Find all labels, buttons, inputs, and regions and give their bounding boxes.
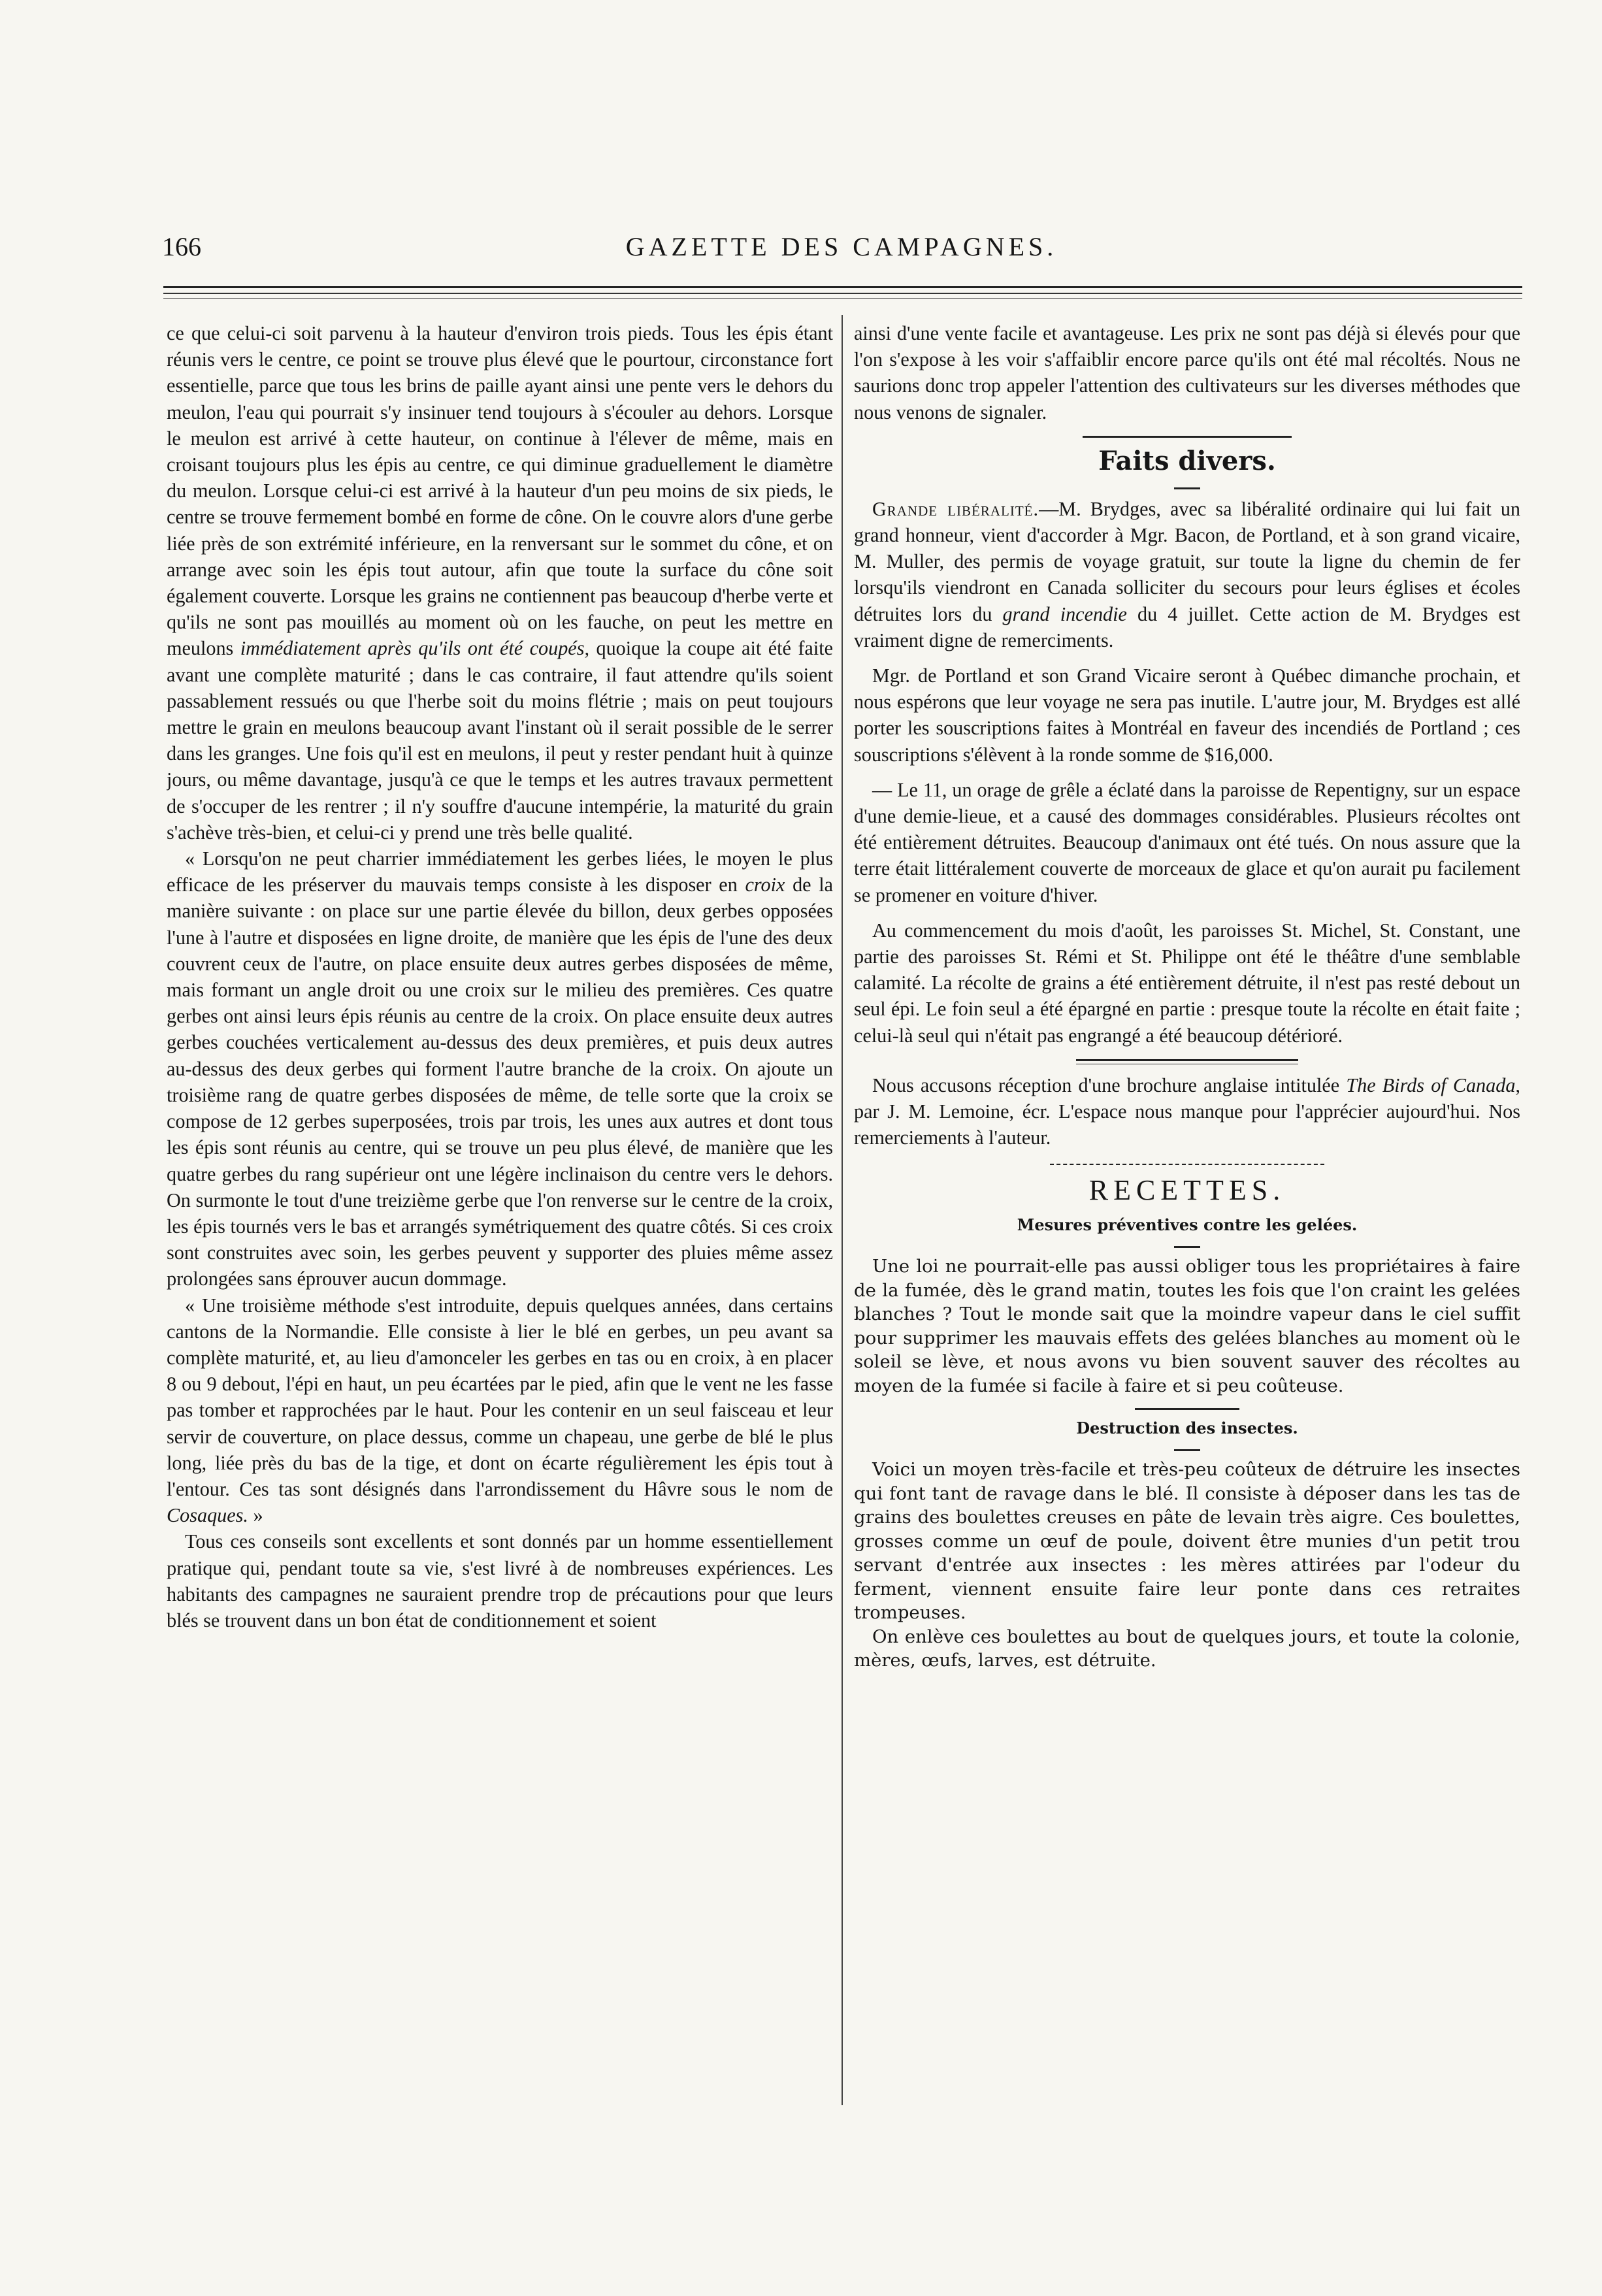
article-paragraph: Tous ces conseils sont excellents et sont donnés par un homme essentiellement pratique qui, pendant toute sa vie, s'est livré à de nombreuses expériences. Les habitants des campagnes ne sauraient prendre trop de précautions pour que leurs blés se trouvent dans un bon état de conditionnement et soient <box>167 1530 833 1632</box>
column-divider <box>842 315 843 2105</box>
recipe-text: On enlève ces boulettes au bout de quelques jours, et toute la colonie, mères, œufs, larves, est détruite. <box>854 1626 1520 1671</box>
article-paragraph: ainsi d'une vente facile et avantageuse. Les prix ne sont pas déjà si élevés pour que l'on s'expose à les voir s'affaiblir encore parce qu'ils ont été mal récoltés. Nous ne saurions donc trop appeler l'attention des cultivateurs sur les diverses méthodes que nous venons de signaler. <box>854 322 1520 423</box>
news-item: — Le 11, un orage de grêle a éclaté dans la paroisse de Repentigny, sur un espace d'une demie-lieue, et a causé des dommages considérables. Plusieurs récoltes ont été entièrement détruites. Beaucoup d'animaux ont été tués. On nous assure que la terre était littéralement couverte de morceaux de glace et qu'on aurait pu facilement se promener en voiture d'hiver. <box>854 778 1520 906</box>
right-column <box>854 320 1520 2097</box>
news-item: Mgr. de Portland et son Grand Vicaire seront à Québec dimanche prochain, et nous espérons que leur voyage ne sera pas inutile. L'autre jour, M. Brydges est allé porter les souscriptions faites à Montréal en faveur des incendiés de Portland ; ces souscriptions s'élèvent à la ronde somme de $16,000. <box>854 664 1520 766</box>
section-title-faits-divers: Faits divers. <box>1098 445 1276 476</box>
recipe-title: Mesures préventives contre les gelées. <box>1017 1215 1358 1235</box>
header-rule <box>163 298 1522 299</box>
header-rule <box>163 293 1522 294</box>
section-rule <box>1174 1449 1200 1451</box>
page-number: 166 <box>162 232 201 261</box>
ornament-rule <box>1050 1164 1324 1165</box>
news-item: Au commencement du mois d'août, les paroisses St. Michel, St. Constant, une partie des paroisses St. Rémi et St. Philippe ont été le théâtre d'une semblable calamité. La récolte de grains a été entièrement détruite, il n'est pas resté debout un seul épi. Le foin seul a été épargné en partie : presque toute la récolte en était faite ; celui-là seul qui n'était pas engrangé a été beaucoup détérioré. <box>854 919 1520 1047</box>
section-rule <box>1174 1246 1200 1248</box>
recipe-text: Voici un moyen très-facile et très-peu coûteux de détruire les insectes qui font tant de ravage dans le blé. Il consiste à déposer dans les tas de grains des boulettes creuses en pâte de levain très aigre. Ces boulettes, grosses comme un œuf de poule, doivent être munies d'un petit trou servant d'entrée aux insectes : les mères attirées par l'odeur du ferment, viennent ensuite faire leur ponte dans ces retraites trompeuses. <box>854 1459 1520 1624</box>
news-item: Nous accusons réception d'une brochure anglaise intitulée The Birds of Canada, par J. M. Lemoine, écr. L'espace nous manque pour l'apprécier aujourd'hui. Nos remerciements à l'auteur. <box>854 1074 1520 1149</box>
section-rule <box>1135 1408 1239 1410</box>
section-rule <box>1076 1059 1298 1061</box>
page-header <box>162 229 1521 274</box>
recipe-title: Destruction des insectes. <box>1076 1419 1298 1438</box>
article-paragraph: « Une troisième méthode s'est introduite, depuis quelques années, dans certains cantons de la Normandie. Elle consiste à lier le blé en gerbes, un peu avant sa complète maturité, et, au lieu d'amonceler les gerbes en tas ou en croix, à en placer 8 ou 9 debout, l'épi en haut, un peu écartées par le pied, afin que le vent ne les fasse pas tomber et rapprochées par le haut. Pour les contenir en un seul faisceau et leur servir de couverture, on place dessus, comme un chapeau, une gerbe de blé le plus long, liée près du bas de la tige, et dont on écarte régulièrement les épis tout à l'entour. Ces tas sont désignés dans l'arrondissement du Hâvre sous le nom de Cosaques. » <box>167 1294 833 1527</box>
header-rule <box>163 286 1522 288</box>
article-paragraph: ce que celui-ci soit parvenu à la hauteur d'environ trois pieds. Tous les épis étant réunis vers le centre, ce point se trouve plus élevé que le pourtour, circonstance fort essentielle, parce que tous les brins de paille ayant ainsi une pente vers le dehors du meulon, l'eau qui pourrait s'y insinuer tend toujours à s'écouler au dehors. Lorsque le meulon est arrivé à cette hauteur, on continue à l'élever de même, mais en croisant toujours plus les épis au centre, ce qui diminue graduellement le diamètre du meulon. Lorsque celui-ci est arrivé à la hauteur d'un peu moins de six pieds, le centre se trouve fermement bombé en forme de cône. On le couvre alors d'une gerbe liée près de son extrémité inférieure, en la renversant sur le sommet du cône, et on arrange avec soin les épis tout autour, afin que toute la surface du cône soit également couverte. Lorsque les grains ne contiennent pas beaucoup d'herbe verte et qu'ils ne sont pas mouillés au moment où on les fauche, on peut les mettre en meulons immédiatement après qu'ils ont été coupés, quoique la coupe ait été faite avant une complète maturité ; dans le cas contraire, il faut attendre qu'ils soient passablement ressués ou que l'herbe soit du moins flétrie ; mais on peut toujours mettre le grain en meulons beaucoup avant l'instant où il serait possible de le serrer dans les granges. Une fois qu'il est en meulons, il peut y rester pendant huit à quinze jours, ou même davantage, jusqu'à ce que le temps et les autres travaux permettent de s'occuper de les rentrer ; il n'y souffre d'aucune intempérie, la maturité du grain s'achève très-bien, et celui-ci y prend une très belle qualité. <box>167 322 833 844</box>
left-column <box>167 320 833 2097</box>
journal-title: GAZETTE DES CAMPAGNES. <box>625 232 1058 261</box>
article-paragraph: « Lorsqu'on ne peut charrier immédiatement les gerbes liées, le moyen le plus efficace de les préserver du mauvais temps consiste à les disposer en croix de la manière suivante : on place sur une partie élevée du billon, deux gerbes opposées l'une à l'autre et disposées en ligne droite, de manière que les épis de l'une des deux couvrent ceux de l'autre, on place ensuite deux autres gerbes disposées de même, mais formant un angle droit ou une croix sur le milieu des premières. Ces quatre gerbes ont ainsi leurs épis réunis au centre de la croix. On place ensuite deux autres gerbes couchées verticalement au-dessus des deux premières, et puis deux autres au-dessus des deux gerbes qui forment l'autre branche de la croix. On ajoute un troisième rang de quatre gerbes disposées de même, de telle sorte que la croix se compose de 12 gerbes superposées, trois par trois, les unes aux autres et dont tous les épis sont réunis au centre, qui se trouve un peu plus élevé, de manière que les quatre gerbes du rang supérieur ont une légère inclinaison du centre vers le dehors. On surmonte le tout d'une treizième gerbe que l'on renverse sur le centre de la croix, les épis tournés vers le bas et arrangés symétriquement des quatre côtés. Si ces croix sont construites avec soin, les gerbes peuvent y supporter des pluies même assez prolongées sans éprouver aucun dommage. <box>167 847 833 1290</box>
section-title-recettes: RECETTES. <box>1088 1174 1286 1207</box>
recipe-text: Une loi ne pourrait-elle pas aussi obliger tous les propriétaires à faire de la fumée, dès le grand matin, toutes les fois que l'on craint les gelées blanches ? Tout le monde sait que la moindre vapeur dans le ciel suffit pour supprimer les mauvais effets des gelées blanches au moment où le soleil se lève, et nous avons vu bien souvent sauver des récoltes au moyen de la fumée si facile à faire et si peu coûteuse. <box>854 1256 1520 1396</box>
section-rule <box>1174 487 1200 489</box>
section-rule <box>1083 436 1292 438</box>
news-item: Grande libéralité.—M. Brydges, avec sa libéralité ordinaire qui lui fait un grand honneur, vient d'accorder à Mgr. Bacon, de Portland, et à son grand vicaire, M. Muller, des permis de voyage gratuit, sur toute la ligne du chemin de fer lorsqu'ils viendront en Canada solliciter du secours pour leurs églises et écoles détruites lors du grand incendie du 4 juillet. Cette action de M. Brydges est vraiment digne de remerciments. <box>854 497 1520 651</box>
